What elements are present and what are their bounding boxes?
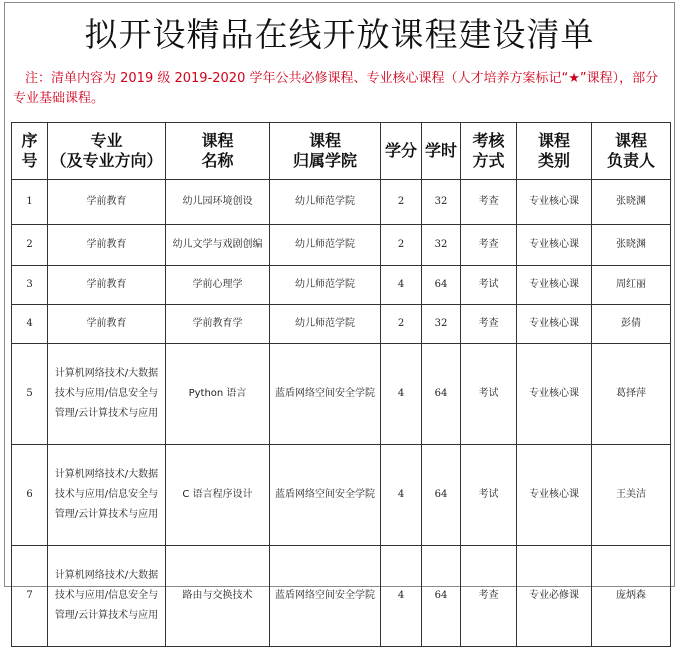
cell-owner: 庞炳森: [592, 546, 671, 647]
cell-course: 幼儿园环境创设: [166, 180, 270, 225]
header-category: 课程 类别: [517, 123, 592, 180]
note-suffix: ”课程），部分专业基础课程。: [13, 71, 659, 106]
table-row: [12, 266, 671, 305]
cell-major: 学前教育: [48, 266, 166, 305]
cell-credit: 2: [381, 180, 422, 225]
document-page: [4, 2, 675, 621]
cell-hours: 64: [422, 266, 461, 305]
cell-no: 1: [12, 180, 48, 225]
cell-hours: 64: [422, 344, 461, 445]
cell-credit: 4: [381, 546, 422, 647]
cell-hours: 64: [422, 546, 461, 647]
star-mark: ★: [568, 71, 580, 86]
cell-owner: 王美洁: [592, 445, 671, 546]
cell-owner: 张晓渊: [592, 180, 671, 225]
cell-credit: 4: [381, 266, 422, 305]
page-title: 拟开设精品在线开放课程建设清单: [84, 15, 595, 54]
cell-category: 专业核心课: [517, 180, 592, 225]
cell-no: 3: [12, 266, 48, 305]
cell-no: 2: [12, 225, 48, 266]
cell-college: 蓝盾网络空间安全学院: [270, 445, 381, 546]
cell-credit: 2: [381, 225, 422, 266]
cell-owner: 张晓渊: [592, 225, 671, 266]
cell-no: 5: [12, 344, 48, 445]
header-owner: 课程 负责人: [592, 123, 671, 180]
cell-no: 6: [12, 445, 48, 546]
note-prefix: 注：清单内容为 2019 级 2019-2020 学年公共必修课程、专业核心课程（人才培养方案标记“: [25, 71, 569, 86]
cell-major: 学前教育: [48, 180, 166, 225]
table-row: [12, 225, 671, 266]
table-row: [12, 344, 671, 445]
cell-category: 专业核心课: [517, 225, 592, 266]
cell-exam: 考试: [461, 266, 517, 305]
cell-exam: 考查: [461, 180, 517, 225]
cell-course: 学前教育学: [166, 305, 270, 344]
cell-hours: 32: [422, 180, 461, 225]
cell-course: 幼儿文学与戏剧创编: [166, 225, 270, 266]
cell-category: 专业核心课: [517, 266, 592, 305]
cell-course: 路由与交换技术: [166, 546, 270, 647]
cell-college: 蓝盾网络空间安全学院: [270, 546, 381, 647]
cell-course: Python 语言: [166, 344, 270, 445]
cell-hours: 32: [422, 225, 461, 266]
cell-hours: 32: [422, 305, 461, 344]
header-credit: 学分: [381, 123, 422, 180]
cell-exam: 考查: [461, 225, 517, 266]
header-hours: 学时: [422, 123, 461, 180]
cell-category: 专业核心课: [517, 305, 592, 344]
cell-owner: 彭倩: [592, 305, 671, 344]
cell-credit: 2: [381, 305, 422, 344]
cell-category: 专业必修课: [517, 546, 592, 647]
cell-credit: 4: [381, 445, 422, 546]
cell-hours: 64: [422, 445, 461, 546]
table-header-row: [12, 123, 671, 180]
cell-college: 幼儿师范学院: [270, 225, 381, 266]
cell-category: 专业核心课: [517, 344, 592, 445]
cell-college: 幼儿师范学院: [270, 305, 381, 344]
table-row: [12, 546, 671, 647]
table-row: [12, 305, 671, 344]
table-row: [12, 180, 671, 225]
cell-major: 学前教育: [48, 305, 166, 344]
table-row: [12, 445, 671, 546]
cell-category: 专业核心课: [517, 445, 592, 546]
cell-college: 蓝盾网络空间安全学院: [270, 344, 381, 445]
cell-major: 计算机网络技术/大数据技术与应用/信息安全与管理/云计算技术与应用: [48, 344, 166, 445]
cell-exam: 考试: [461, 445, 517, 546]
header-no: 序号: [12, 123, 48, 180]
cell-no: 7: [12, 546, 48, 647]
cell-owner: 葛择萍: [592, 344, 671, 445]
cell-major: 学前教育: [48, 225, 166, 266]
cell-exam: 考试: [461, 344, 517, 445]
cell-major: 计算机网络技术/大数据技术与应用/信息安全与管理/云计算技术与应用: [48, 546, 166, 647]
header-exam: 考核 方式: [461, 123, 517, 180]
cell-course: 学前心理学: [166, 266, 270, 305]
cell-major: 计算机网络技术/大数据技术与应用/信息安全与管理/云计算技术与应用: [48, 445, 166, 546]
header-course: 课程 名称: [166, 123, 270, 180]
course-table: [11, 122, 671, 647]
cell-college: 幼儿师范学院: [270, 180, 381, 225]
header-major: 专业 （及专业方向）: [48, 123, 166, 180]
cell-no: 4: [12, 305, 48, 344]
footnote: [5, 63, 674, 107]
cell-owner: 周红丽: [592, 266, 671, 305]
cell-credit: 4: [381, 344, 422, 445]
cell-college: 幼儿师范学院: [270, 266, 381, 305]
cell-exam: 考查: [461, 305, 517, 344]
cell-exam: 考查: [461, 546, 517, 647]
cell-course: C 语言程序设计: [166, 445, 270, 546]
header-college: 课程 归属学院: [270, 123, 381, 180]
